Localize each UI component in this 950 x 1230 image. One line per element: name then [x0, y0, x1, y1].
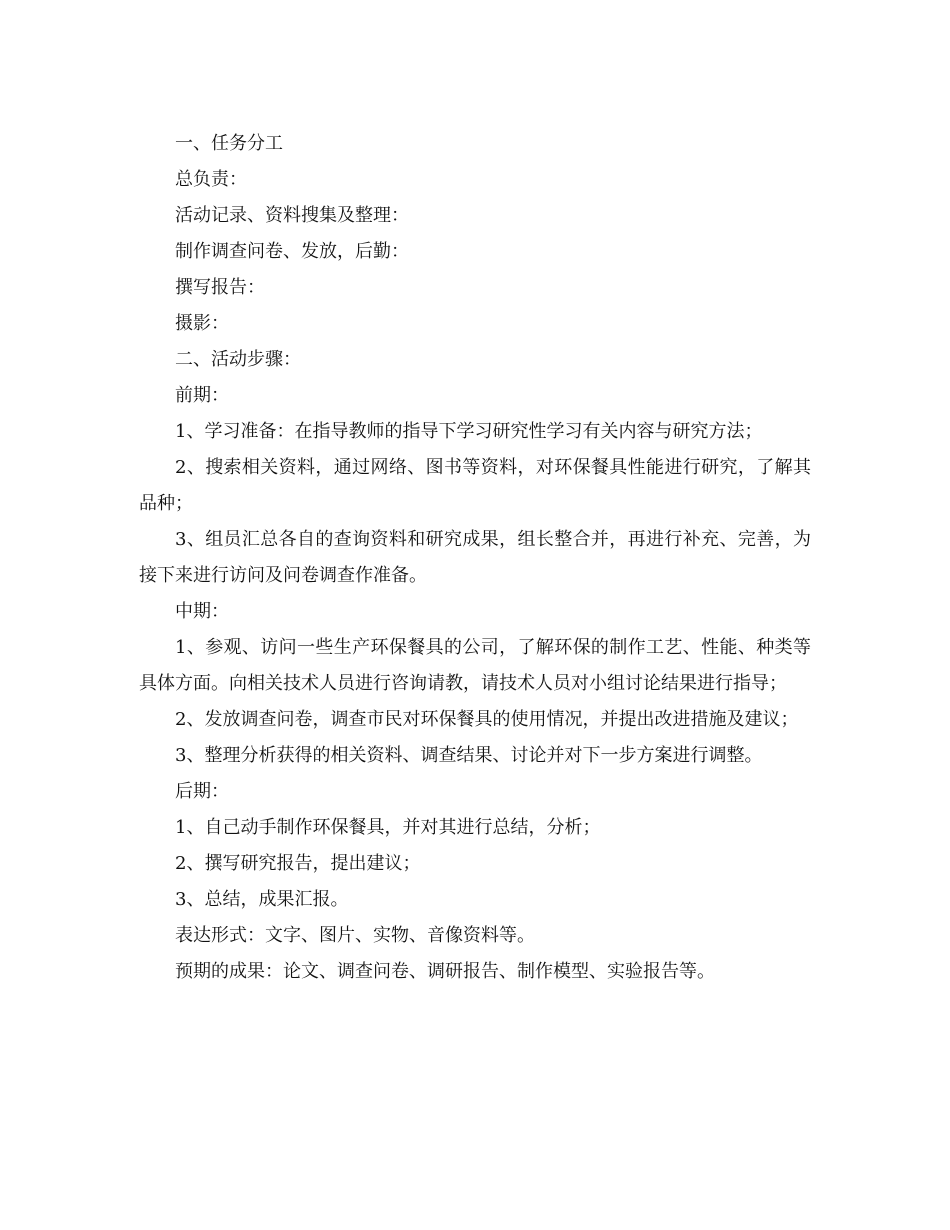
section-heading-task-division: 一、任务分工 [175, 133, 283, 154]
middle-step-1: 1、参观、访问一些生产环保餐具的公司，了解环保的制作工艺、性能、种类等具体方面。向相关技术人员进行咨询请教，请技术人员对小组讨论结果进行指导； [139, 637, 811, 694]
phase-heading-late: 后期： [175, 781, 229, 802]
expected-results: 预期的成果：论文、调查问卷、调研报告、制作模型、实验报告等。 [175, 961, 715, 982]
expression-forms: 表达形式：文字、图片、实物、音像资料等。 [175, 925, 535, 946]
role-line-records: 活动记录、资料搜集及整理： [175, 205, 409, 226]
role-line-photography: 摄影： [175, 313, 229, 334]
late-step-2: 2、撰写研究报告，提出建议； [175, 853, 421, 874]
early-step-2: 2、搜索相关资料，通过网络、图书等资料，对环保餐具性能进行研究，了解其品种； [139, 457, 811, 514]
phase-heading-early: 前期： [175, 385, 229, 406]
role-line-questionnaire: 制作调查问卷、发放，后勤： [175, 241, 409, 262]
late-step-1: 1、自己动手制作环保餐具，并对其进行总结，分析； [175, 817, 601, 838]
middle-step-3: 3、整理分析获得的相关资料、调查结果、讨论并对下一步方案进行调整。 [175, 745, 763, 766]
section-heading-steps: 二、活动步骤： [175, 349, 301, 370]
document-body [139, 126, 811, 990]
early-step-3: 3、组员汇总各自的查询资料和研究成果，组长整合并，再进行补充、完善，为接下来进行访问及问卷调查作准备。 [139, 529, 811, 586]
middle-step-2: 2、发放调查问卷，调查市民对环保餐具的使用情况，并提出改进措施及建议； [175, 709, 799, 730]
role-line-report: 撰写报告： [175, 277, 265, 298]
role-line-overall-lead: 总负责： [175, 169, 247, 190]
early-step-1: 1、学习准备：在指导教师的指导下学习研究性学习有关内容与研究方法； [175, 421, 763, 442]
phase-heading-middle: 中期： [175, 601, 229, 622]
late-step-3: 3、总结，成果汇报。 [175, 889, 349, 910]
